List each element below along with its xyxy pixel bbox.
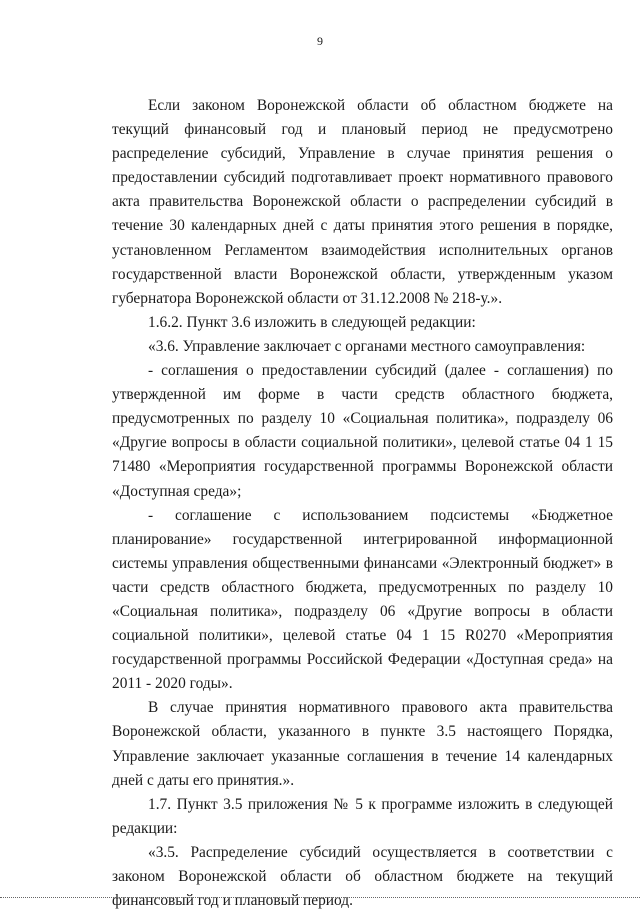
paragraph: 1.6.2. Пункт 3.6 изложить в следующей редакции: [148, 313, 476, 331]
paragraph: «3.5. Распределение субсидий осуществляется в соответствии с законом Воронежской области об областном бюджете на текущий финансовый год и плановый период. [112, 843, 613, 910]
document-body [112, 94, 613, 913]
paragraph: «3.6. Управление заключает с органами местного самоуправления: [148, 337, 586, 355]
paragraph: В случае принятия нормативного правового акта правительства Воронежской области, указанного в пункте 3.5 настоящего Порядка, Управление заключает указанные соглашения в течение 14 календарных дней с даты его принятия.». [112, 699, 613, 789]
paragraph: - соглашения о предоставлении субсидий (далее - соглашения) по утвержденной им форме в части средств областного бюджета, предусмотренных по разделу 10 «Социальная политика», подразделу 06 «Другие вопросы в области социальной политики», целевой статье 04 1 15 71480 «Мероприятия государственной программы Воронежской области «Доступная среда»; [112, 362, 613, 500]
bottom-divider [0, 897, 640, 898]
paragraph: 1.7. Пункт 3.5 приложения № 5 к программе изложить в следующей редакции: [112, 795, 613, 837]
page-number: 9 [317, 34, 323, 48]
paragraph: Если законом Воронежской области об областном бюджете на текущий финансовый год и плановый период не предусмотрено распределение субсидий, Управление в случае принятия решения о предоставлении субсидий подготавливает проект нормативного правового акта правительства Воронежской области о распределении субсидий в течение 30 календарных дней с даты принятия этого решения в порядке, установленном Регламентом взаимодействия исполнительных органов государственной власти Воронежской области, утвержденным указом губернатора Воронежской области от 31.12.2008 № 218-у.». [112, 97, 613, 307]
paragraph: - соглашение с использованием подсистемы «Бюджетное планирование» государственной интегрированной информационной системы управления общественными финансами «Электронный бюджет» в части средств областного бюджета, предусмотренных по разделу 10 «Социальная политика», подразделу 06 «Другие вопросы в области социальной политики», целевой статье 04 1 15 R0270 «Мероприятия государственной программы Российской Федерации «Доступная среда» на 2011 - 2020 годы». [112, 506, 613, 693]
